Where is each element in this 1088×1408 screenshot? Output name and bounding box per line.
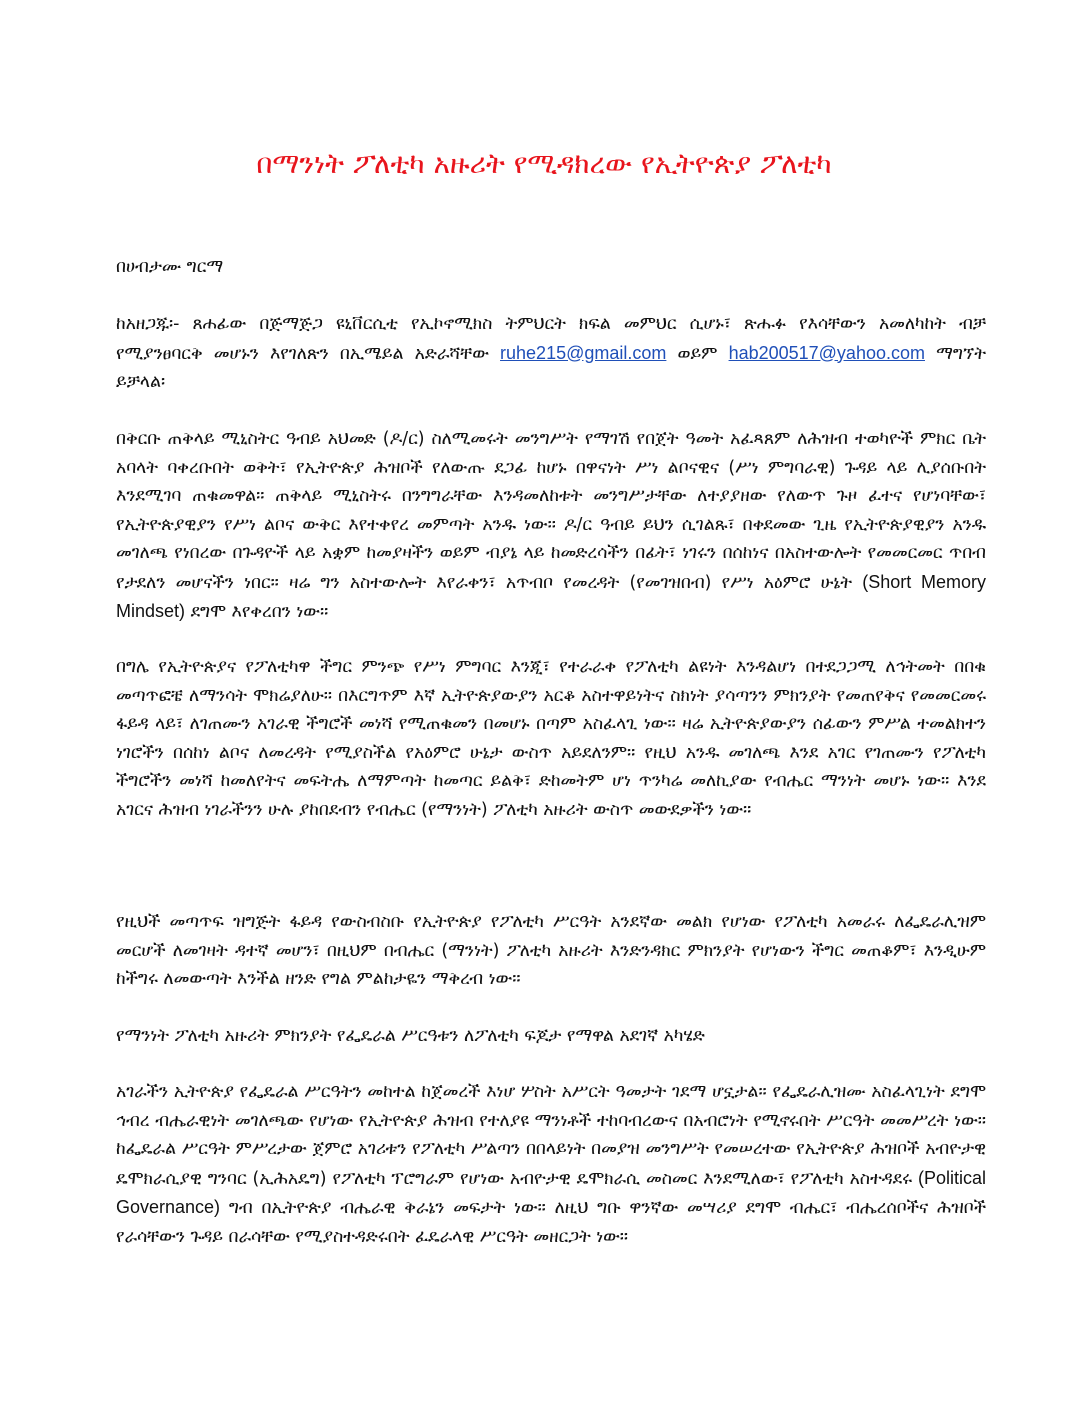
editor-note xyxy=(116,310,986,397)
section-subheading: የማንነት ፖለቲካ አዙሪት ምክንያት የፌዴራል ሥርዓቱን ለፖለቲካ ፍጆታ የማዋል አደገኛ አካሄድ xyxy=(116,1026,705,1046)
paragraph-3: የዚህች መጣጥፍ ዝግጅት ፋይዳ የውስብስቡ የኢትዮጵያ የፖለቲካ ሥርዓት አንደኛው መልክ የሆነው የፖለቲካ አመራሩ ለፌዴራሊዝም መርሆች ለመገዛት ዳተኛ መሆን፣ በዚህም በብሔር (ማንነት) ፖለቲካ አዙሪት እንድንዳክር ምክንያት የሆነውን ችግር መጠቆም፣ እንዲሁም ከችግሩ ለመውጣት እንችል ዘንድ የግል ምልከታዬን ማቅረብ ነው፡፡ xyxy=(116,912,986,989)
paragraph-4-tail: ግብ በኢትዮጵያ ብሔራዊ ቅራኔን መፍታት ነው፡፡ ለዚህ ግቡ ዋንኛው መሣሪያ ደግሞ ብሔር፣ ብሔረሰቦችና ሕዝቦች የራሳቸውን ጉዳይ በራሳቸው የሚያስተዳድሩበት ፈዴራላዊ ሥርዓት መዘርጋት ነው፡፡ xyxy=(116,1198,986,1247)
editor-note-text: ከአዘጋጁ፡- ጸሐፊው በጅማጅጋ ዩኒቨርሲቲ የኢኮኖሚክስ ትምህርት ክፍል መምህር ሲሆኑ፣ ጽሑፉ የእሳቸውን አመለካከት ብቻ የሚያንፀባርቅ መሆኑን እየገለጽን በኢሜይል አድራሻቸው xyxy=(116,314,986,364)
email-link-gmail[interactable]: ruhe215@gmail.com xyxy=(500,342,667,363)
paragraph-4-latin: (Political Governance) xyxy=(116,1167,986,1217)
paragraph-1-tail: ደግሞ እየቀረበን ነው፡፡ xyxy=(190,602,329,622)
paragraph-2: በግሌ የኢትዮጵያና የፖለቲካዋ ችግር ምንጭ የሥነ ምግባር እንጂ፣ የተራራቀ የፖለቲካ ልዩነት እንዳልሆነ በተደጋጋሚ ለኅትመት በበቁ መጣጥፎቼ ለማንሳት ሞክሬያለሁ፡፡ በእርግጥም እኛ ኢትዮጵያውያን አርቆ አስተዋይነትና ስክነት ያሳጣንን ምክንያት የመጠየቅና የመመርመሩ ፋይዳ ላይ፣ ለገጠሙን አገራዊ ችግሮች መነሻ የሚጠቁመን በመሆኑ በጣም አስፈላጊ ነው፡፡ ዛሬ ኢትዮጵያውያን ሰፊውን ምሥል ተመልክተን ነገሮችን በሰከነ ልቦና ለመረዳት የሚያስችል የአዕምሮ ሁኔታ ውስጥ አይደለንም፡፡ የዚህ አንዱ መገለጫ እንደ አገር የገጠሙን የፖለቲካ ችግሮችን መነሻ ከመለየትና መፍትሔ ለማምጣት ከመጣር ይልቅ፣ ድከመትም ሆነ ጥንካሬ መለኪያው የብሔር ማንነት መሆኑ ነው፡፡ እንደ አገርና ሕዝብ ነገራችንን ሁሉ ያከበደብን የብሔር (የማንነት) ፖለቲካ አዙሪት ውስጥ መውደቃችን ነው፡፡ xyxy=(116,657,986,820)
editor-note-tail: ማግኘት ይቻላል፡ xyxy=(116,343,987,392)
paragraph-1 xyxy=(116,425,986,627)
paragraph-1-latin: (Short Memory Mindset) xyxy=(116,571,986,621)
article-title: በማንነት ፖለቲካ አዙሪት የሚዳክረው የኢትዮጵያ ፖለቲካ xyxy=(256,147,832,180)
paragraph-4-text: አገራችን ኢትዮጵያ የፌዴራል ሥርዓትን መከተል ከጀመረች እነሆ ሦስት አሥርት ዓመታት ገደማ ሆኗታል፡፡ የፌዴራሊዝሙ አስፈላጊነት ደግሞ ኅብረ ብሔራዊነት መገለጫው የሆነው የኢትዮጵያ ሕዝብ የተለያዩ ማንነቶች ተከባብረውና በአብሮነት የሚኖሩበት ሥርዓት መመሥረት ነው፡፡ ከፌዴራል ሥርዓት ምሥረታው ጀምሮ አገሪቱን የፖለቲካ ሥልጣን በበላይነት በመያዝ መንግሥት የመሠረተው የኢትዮጵያ ሕዝቦች አብዮታዊ ዴሞክራሲያዊ ግንባር (ኢሕአዴግ) የፖለቲካ ፕሮግራም የሆነው አብዮታዊ ዴሞክራሲ መስመር እንደሚለው፣ የፖለቲካ አስተዳደሩ xyxy=(116,1082,986,1189)
paragraph-1-text: በቅርቡ ጠቅላይ ሚኒስትር ዓብይ አህመድ (ዶ/ር) ስለሚመሩት መንግሥት የማገሽ የበጀት ዓመት አፈጻጸም ለሕዝብ ተወካዮች ምክር ቤት አባላት ባቀረቡበት ወቅት፣ የኢትዮጵያ ሕዝቦች የለውጡ ደጋፊ ከሆኑ በዋናነት ሥነ ልቦናዊና (ሥነ ምግባራዊ) ጉዳይ ላይ ሊያሰቡበት እንደሚገባ ጠቁመዋል፡፡ ጠቅላይ ሚኒስትሩ በንግግራቸው እንዳመለከቱት መንግሥታቸው ለተያያዘው የለውጥ ጉዞ ፈተና የሆነባቸው፣ የኢትዮጵያዊያን የሥነ ልቦና ውቅር እየተቀየረ መምጣት አንዱ ነው፡፡ ዶ/ር ዓብይ ይህን ሲገልጹ፣ በቀደመው ጊዜ የኢትዮጵያዊያን አንዱ መገለጫ የነበረው በጉዳዮች ላይ አቋም ከመያዛችን ወይም ብያኔ ላይ ከመድረሳችን በፊት፣ ነገሩን በሰከነና በአስተውሎት የመመርመር ጥበብ የታደለን መሆናችን ነበር፡፡ ዛሬ ግን አስተውሎት እየራቀን፣ አጥብቦ የመረዳት (የመገዝበብ) የሥነ አዕምሮ ሁኔት xyxy=(116,429,986,593)
editor-note-or: ወይም xyxy=(677,343,718,364)
paragraph-4 xyxy=(116,1078,986,1251)
byline: በሀብታሙ ግርማ xyxy=(116,257,224,277)
email-link-yahoo[interactable]: hab200517@yahoo.com xyxy=(728,342,925,363)
